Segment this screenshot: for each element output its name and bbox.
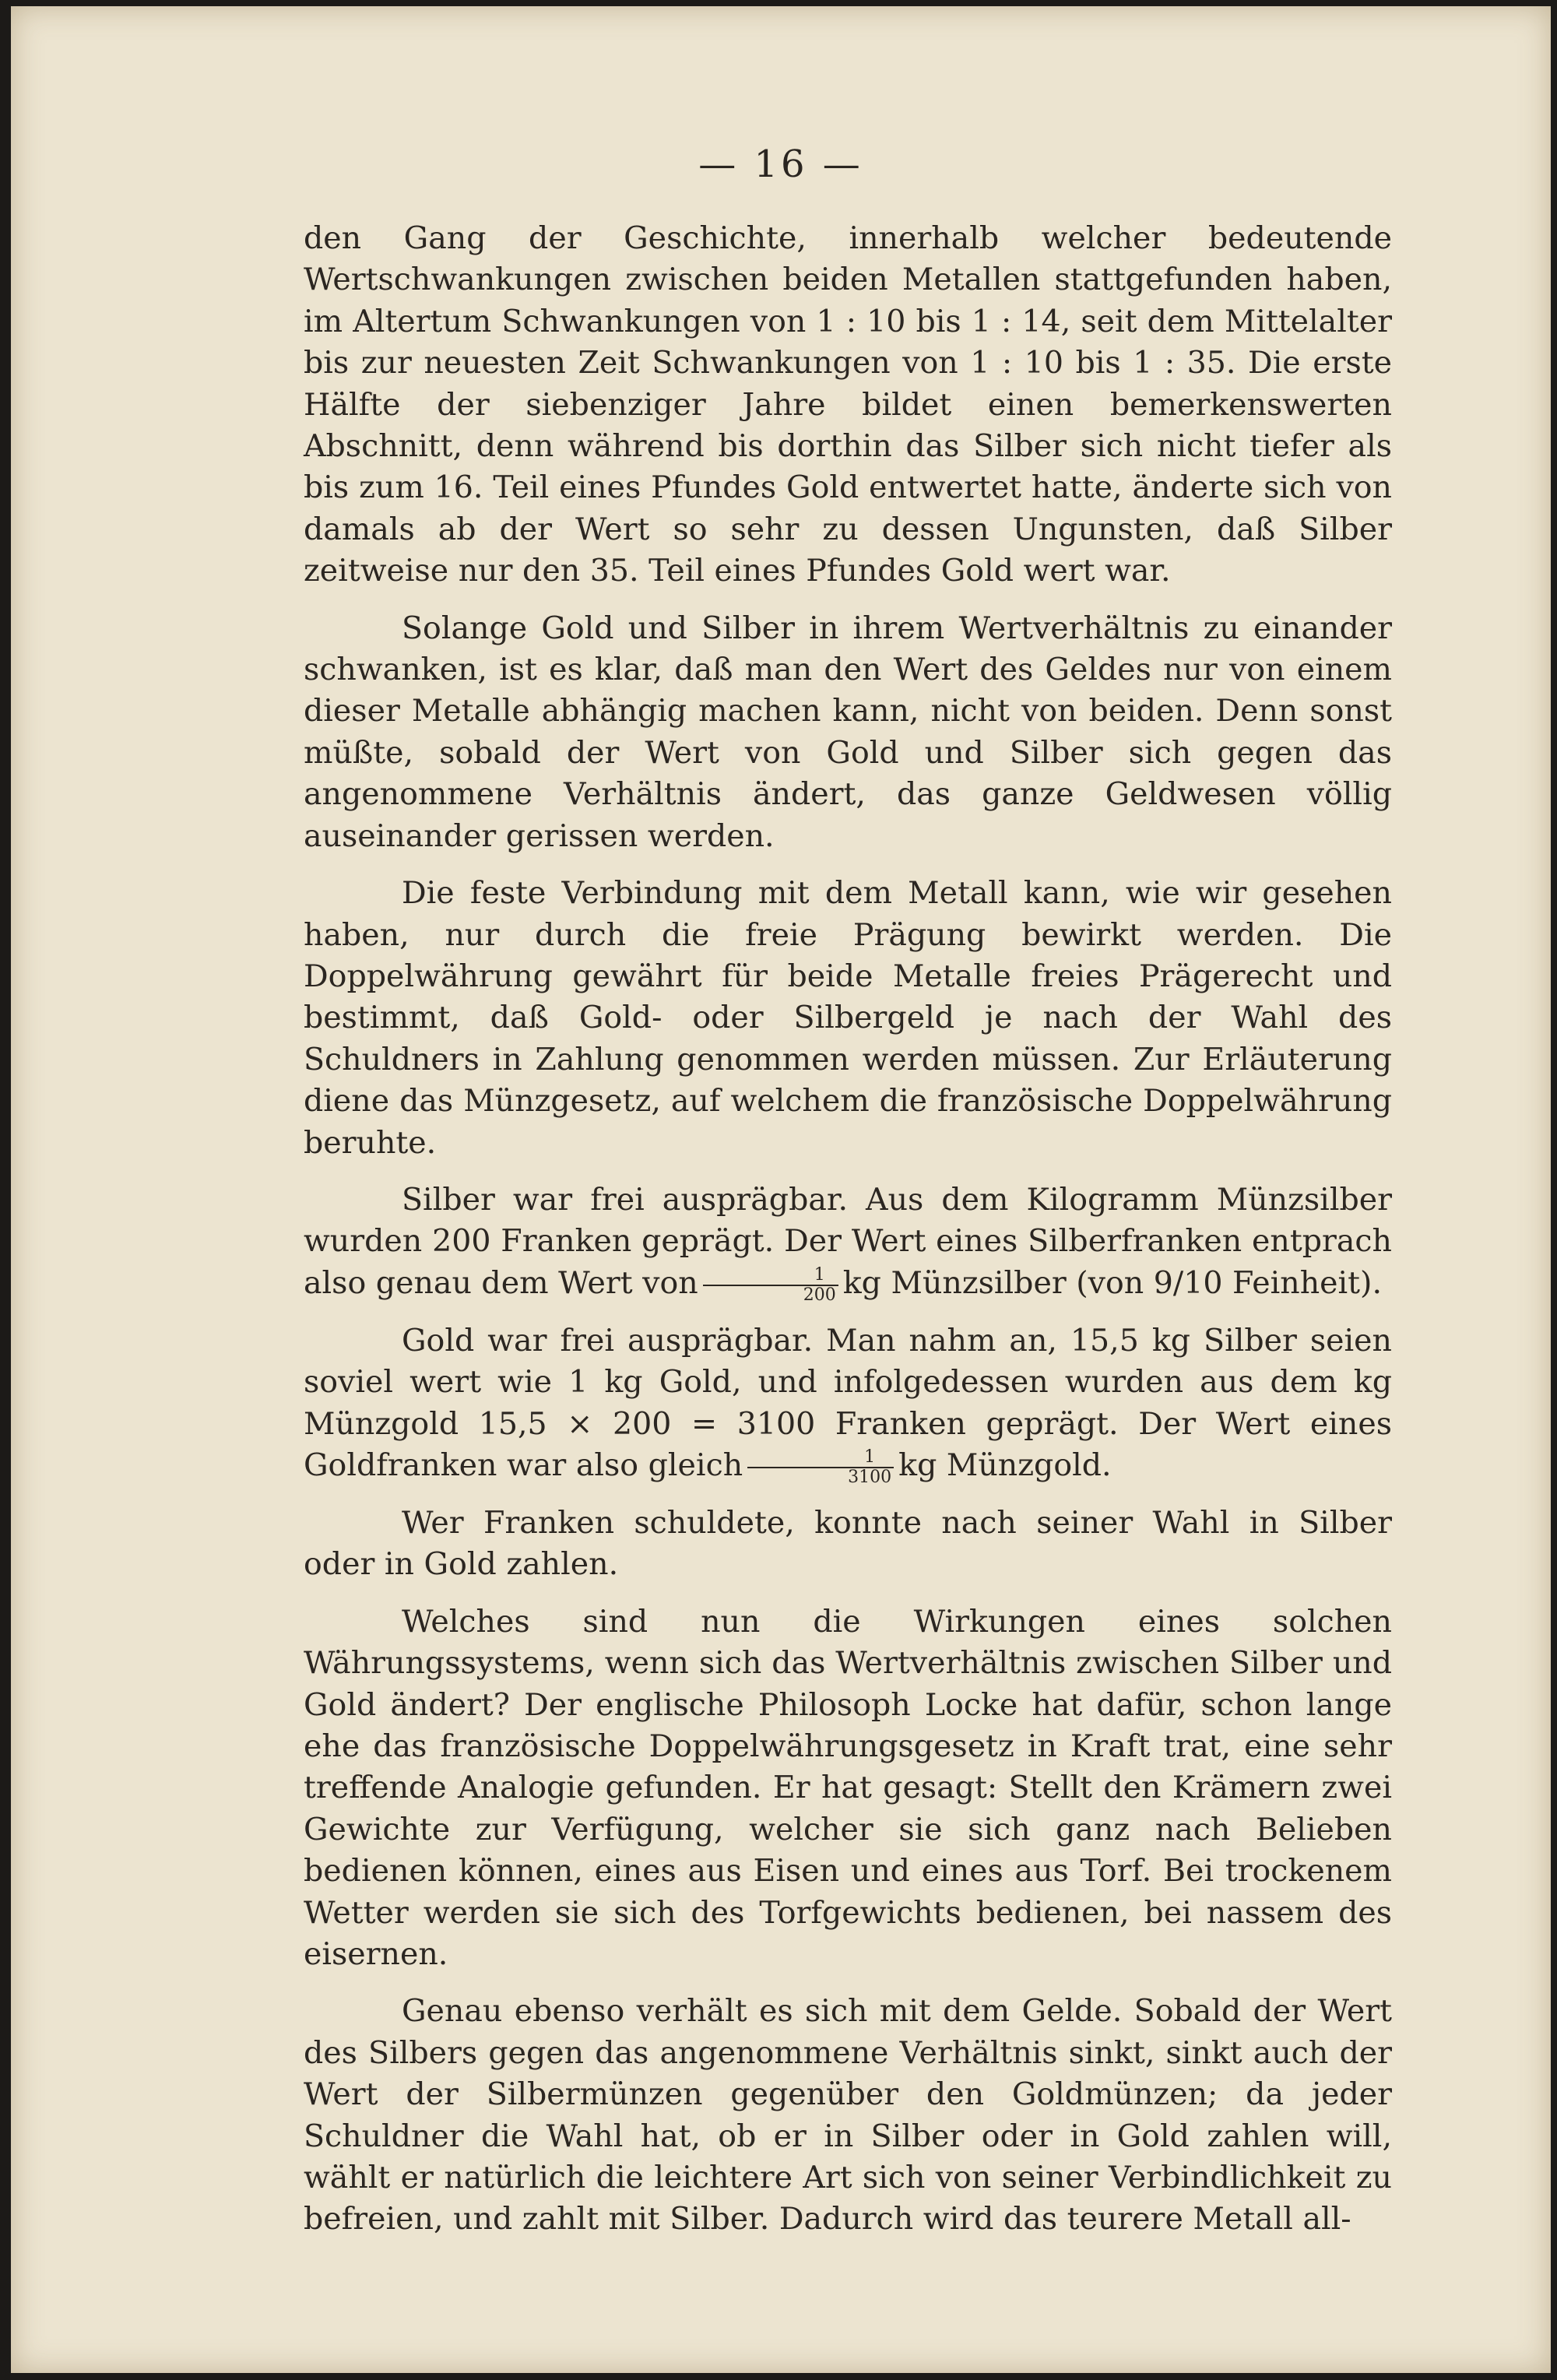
paragraph: den Gang der Geschichte, innerhalb welcher bedeutende Wertschwankungen zwischen beiden Metallen stattgefunden haben, im Altertum Schwankungen von 1 : 10 bis 1 : 14, seit dem Mittelalter bis zur neuesten Zeit Schwankungen von 1 : 10 bis 1 : 35. Die erste Hälfte der siebenziger Jahre bildet einen bemerkenswerten Abschnitt, denn während bis dorthin das Silber sich nicht tiefer als bis zum 16. Teil eines Pfundes Gold entwertet hatte, änderte sich von damals ab der Wert so sehr zu dessen Ungunsten, daß Silber zeitweise nur den 35. Teil eines Pfundes Gold wert war.	[304, 220, 1392, 589]
paragraph: Wer Franken schuldete, konnte nach seiner Wahl in Silber oder in Gold zahlen.	[304, 1504, 1392, 1583]
paragraph-text: kg Münzsilber (von 9/10 Feinheit).	[842, 1264, 1383, 1301]
fraction-numerator: 1	[703, 1266, 838, 1286]
paragraph-text: kg Münzgold.	[898, 1447, 1112, 1483]
paragraph	[304, 1320, 1392, 1487]
fraction-numerator: 1	[747, 1448, 894, 1468]
paragraph: Solange Gold und Silber in ihrem Wertverhältnis zu einander schwanken, ist es klar, daß man den Wert des Geldes nur von einem dieser Metalle abhängig machen kann, nicht von beiden. Denn sonst müßte, sobald der Wert von Gold und Silber sich gegen das angenommene Verhältnis ändert, das ganze Geldwesen völlig auseinander gerissen werden.	[304, 610, 1392, 854]
paragraph	[304, 1179, 1392, 1305]
fraction-denominator: 3100	[848, 1467, 892, 1487]
book-page	[11, 6, 1551, 2373]
paragraph: Die feste Verbindung mit dem Metall kann, wie wir gesehen haben, nur durch die freie Prägung bewirkt werden. Die Doppelwährung gewährt für beide Metalle freies Prägerecht und bestimmt, daß Gold- oder Silbergeld je nach der Wahl des Schuldners in Zahlung genommen werden müssen. Zur Erläuterung diene das Münzgesetz, auf welchem die französische Doppelwährung beruhte.	[304, 875, 1392, 1161]
body-text	[304, 218, 1392, 2256]
paragraph-text: Silber war frei ausprägbar. Aus dem Kilogramm Münzsilber wurden 200 Franken geprägt. Der Wert eines Silberfranken entprach also genau dem Wert von	[304, 1181, 1392, 1301]
page-number: — 16 —	[698, 142, 863, 186]
paragraph-text: Gold war frei ausprägbar. Man nahm an, 15,5 kg Silber seien soviel wert wie 1 kg Gold, und infolgedessen wurden aus dem kg Münzgold 15,5 × 200 = 3100 Franken geprägt. Der Wert eines Goldfranken war also gleich	[304, 1322, 1392, 1483]
paragraph: Welches sind nun die Wirkungen eines solchen Währungssystems, wenn sich das Wertverhältnis zwischen Silber und Gold ändert? Der englische Philosoph Locke hat dafür, schon lange ehe das französische Doppelwährungsgesetz in Kraft trat, eine sehr treffende Analogie gefunden. Er hat gesagt: Stellt den Krämern zwei Gewichte zur Verfügung, welcher sie sich ganz nach Belieben bedienen können, eines aus Eisen und eines aus Torf. Bei trockenem Wetter werden sie sich des Torfgewichts bedienen, bei nassem des eisernen.	[304, 1603, 1392, 1973]
paragraph: Genau ebenso verhält es sich mit dem Gelde. Sobald der Wert des Silbers gegen das angenommene Verhältnis sinkt, sinkt auch der Wert der Silbermünzen gegenüber den Goldmünzen; da jeder Schuldner die Wahl hat, ob er in Silber oder in Gold zahlen will, wählt er natürlich die leichtere Art sich von seiner Verbindlichkeit zu befreien, und zahlt mit Silber. Dadurch wird das teurere Metall all-	[304, 1993, 1392, 2238]
fraction-denominator: 200	[803, 1285, 836, 1305]
fraction	[747, 1448, 894, 1487]
fraction	[703, 1266, 838, 1305]
